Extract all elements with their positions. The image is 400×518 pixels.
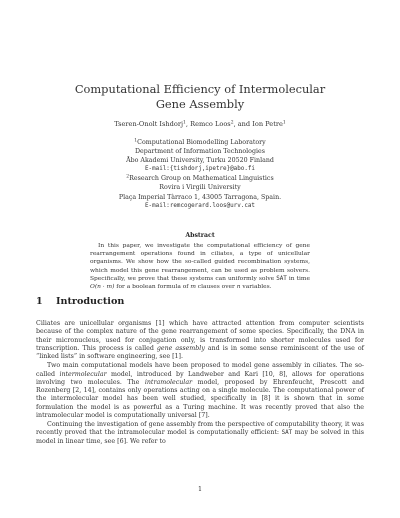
affiliation-1-line-2: Department of Information Technologies bbox=[135, 148, 265, 156]
affiliation-1-lab: Computational Biomodelling Laboratory bbox=[137, 139, 266, 146]
title-line-2: Gene Assembly bbox=[155, 97, 245, 111]
affiliation-1-mark: 1 bbox=[134, 138, 138, 144]
abstract-part: for a boolean formula of bbox=[114, 284, 191, 291]
paragraph-emphasis: intramolecular bbox=[144, 378, 193, 386]
author-3: , and Ion Petre bbox=[233, 120, 283, 128]
paragraph-sat: SAT bbox=[281, 430, 293, 437]
affiliations bbox=[0, 138, 400, 211]
author-3-affil-mark: 1 bbox=[282, 120, 286, 126]
author-1: Tseren-Onolt Ishdorj bbox=[114, 120, 184, 128]
section-heading bbox=[36, 296, 366, 307]
title-line-1: Computational Efficiency of Intermolecular bbox=[74, 82, 326, 96]
affiliation-2-line-3: Plaça Imperial Tàrraco 1, 43005 Tarragona, Spain. bbox=[118, 193, 282, 201]
affiliation-2-mark: 2 bbox=[126, 174, 130, 180]
section-number: 1 bbox=[36, 296, 43, 307]
affiliation-1-email: E-mail:{tishdorj,ipetre}@abo.fi bbox=[145, 166, 255, 173]
paragraph-1 bbox=[36, 320, 364, 361]
paper-title bbox=[0, 82, 400, 112]
paragraph-text: may be solved in this model in linear time, see [6]. We refer to bbox=[36, 429, 364, 445]
section-title: Introduction bbox=[56, 296, 125, 307]
paragraph-text: Two main computational models have been proposed to model gene assembly in ciliates. The so-called bbox=[36, 362, 364, 378]
paragraph-emphasis: intermolecular bbox=[59, 370, 107, 378]
affiliation-1-line-3: Åbo Akademi University, Turku 20520 Finland bbox=[126, 157, 274, 165]
abstract-part: clauses over bbox=[195, 284, 237, 291]
abstract-var-n: n bbox=[236, 284, 241, 291]
paragraph-text: model, introduced by Landweber and Kari [10, 8], allows for operations involving two molecules. The bbox=[36, 370, 364, 386]
abstract-part: in time bbox=[286, 275, 310, 282]
abstract-part: variables. bbox=[240, 284, 272, 291]
abstract-heading: Abstract bbox=[185, 232, 215, 239]
abstract-sat: SAT bbox=[276, 275, 287, 282]
paragraph-2 bbox=[36, 362, 364, 420]
affiliation-2-email: E-mail:remcogerard.loos@urv.cat bbox=[145, 202, 255, 209]
affiliation-2-line-1 bbox=[0, 174, 400, 183]
page-number: 1 bbox=[197, 486, 202, 493]
abstract-var-m: m bbox=[190, 284, 196, 291]
paragraph-text: Continuing the investigation of gene assembly from the perspective of computability theory, it was recently proved that the intramolecular model is computationally efficient: bbox=[36, 421, 364, 437]
paragraph-text: and is in some sense reminiscent of the use of “linked lists” in software engineering, see [1]. bbox=[36, 344, 364, 360]
paragraph-text: Ciliates are unicellular organisms [1] which have attracted attention from computer scientists because of the complex nature of the gene rearrangement of some species. Specifically, the DNA in their micronucleus, used for conjugation only, is transformed into shorter molecules used for transcription. This process is called bbox=[36, 320, 364, 352]
affiliation-1-line-1 bbox=[0, 138, 400, 147]
abstract-text bbox=[90, 242, 310, 291]
affiliation-2-group: Research Group on Mathematical Linguistics bbox=[129, 175, 274, 183]
affiliation-2-line-2: Rovira i Virgili University bbox=[159, 184, 241, 192]
paragraph-text: model, proposed by Ehrenfeucht, Prescott and Rozenberg [2, 14], contains only operations acting on a single molecule. The computational power of the intermolecular model has been well studied, specifically in [8] it is shown that in some formulation the model is as powerful as a Turing machine. It was recently proved that also the intramolecular model is computationally universal [7]. bbox=[36, 378, 364, 419]
author-list bbox=[0, 120, 400, 129]
author-1-affil-mark: 1 bbox=[183, 120, 186, 126]
author-2-affil-mark: 2 bbox=[230, 120, 234, 126]
paragraph-emphasis: gene assembly bbox=[156, 344, 205, 352]
author-2: , Remco Loos bbox=[185, 120, 231, 128]
body-text bbox=[36, 320, 364, 447]
paragraph-3 bbox=[36, 421, 364, 446]
abstract-part: In this paper, we investigate the computational efficiency of gene rearrangement operations found in ciliates, a type of unicellular organisms. We show how the so-called guided recombination systems, which model this gene rearrangement, can be used as problem solvers. Specifically, we prove that these systems can uniformly solve bbox=[90, 243, 310, 282]
abstract-complexity: O(n · m) bbox=[90, 284, 115, 291]
